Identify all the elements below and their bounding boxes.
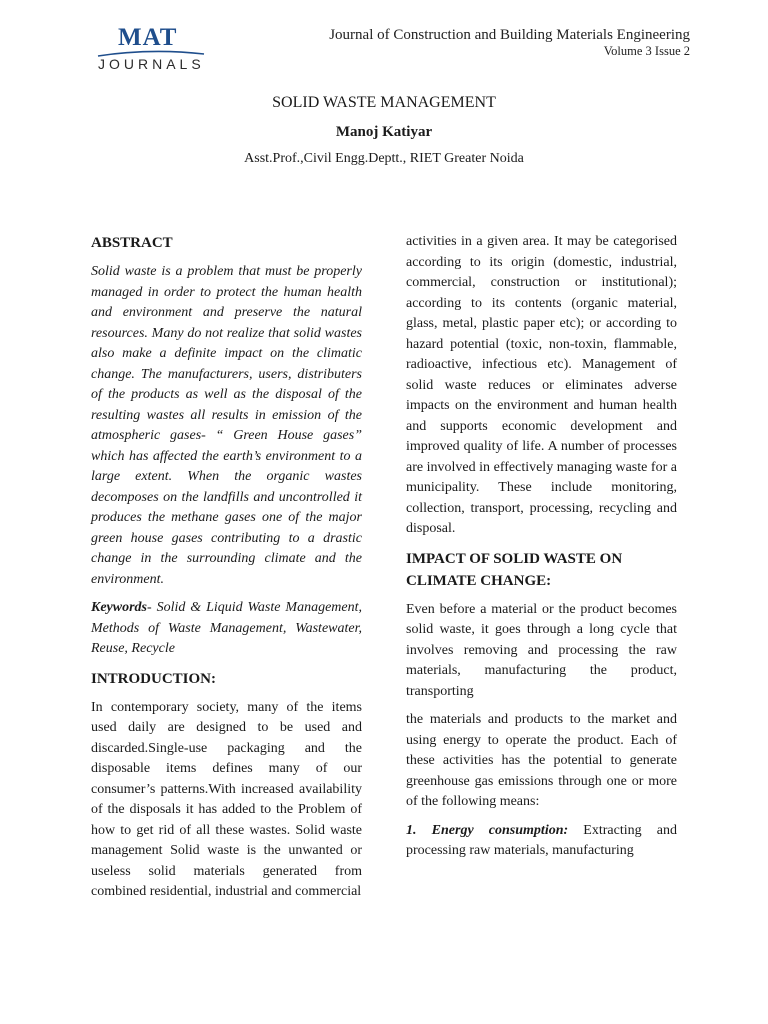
energy-consumption-text: Extracting and processing raw materials, manufacturing bbox=[406, 822, 677, 858]
logo-journals-text: JOURNALS bbox=[98, 56, 205, 72]
logo-mat-text: MAT bbox=[118, 24, 178, 51]
journal-name: Journal of Construction and Building Materials Engineering bbox=[329, 27, 690, 43]
keywords-text: - Solid & Liquid Waste Management, Methods of Waste Management, Wastewater, Reuse, Recycle bbox=[91, 600, 362, 656]
right-column bbox=[406, 232, 677, 870]
impact-heading: IMPACT OF SOLID WASTE ON CLIMATE CHANGE: bbox=[406, 550, 623, 589]
journal-logo bbox=[96, 24, 206, 74]
abstract-heading: ABSTRACT bbox=[91, 235, 173, 251]
keywords-label: Keywords bbox=[91, 600, 147, 615]
introduction-text: In contemporary society, many of the items used daily are designed to be used and discarded.Single-use packaging and the disposable items defines many of our consumer’s patterns.With increased availability of the disposals it has added to the Problem of how to get rid of all these wastes. Solid waste management Solid waste is the unwanted or useless solid materials generated from combined residential, industrial and commercial bbox=[91, 699, 362, 899]
keywords-paragraph bbox=[91, 598, 362, 660]
left-column bbox=[91, 232, 362, 911]
energy-consumption-label: 1. Energy consumption: bbox=[406, 822, 569, 838]
abstract-text: Solid waste is a problem that must be properly managed in order to protect the human health and environment and preserve the natural resources. Many do not realize that solid wastes also make a definite impact on the climatic change. The manufacturers, users, distributers of the products as well as the disposal of the resulting wastes all results in emission of the atmospheric gases- “ Green House gases” which has affected the earth’s environment to a large extent. When the organic wastes decomposes on the landfills and uncontrolled it produces the methane gases one of the major green house gases contributing to a drastic change in the surrounding climate and the environment. bbox=[91, 264, 362, 587]
introduction-heading: INTRODUCTION: bbox=[91, 670, 217, 687]
author-name: Manoj Katiyar bbox=[335, 124, 433, 140]
author-affiliation: Asst.Prof.,Civil Engg.Deptt., RIET Greater Noida bbox=[244, 151, 524, 166]
volume-issue: Volume 3 Issue 2 bbox=[603, 44, 690, 58]
paper-title: SOLID WASTE MANAGEMENT bbox=[272, 94, 496, 111]
energy-consumption-paragraph bbox=[406, 821, 677, 862]
impact-paragraph-2: the materials and products to the market and using energy to operate the product. Each of these activities has the potential to generate greenhouse gas emissions through one or more of the following means: bbox=[406, 712, 677, 809]
impact-paragraph-1: Even before a material or the product becomes solid waste, it goes through a long cycle that involves removing and processing the raw materials, manufacturing the product, transporting bbox=[406, 601, 677, 699]
continued-text: activities in a given area. It may be categorised according to its origin (domestic, industrial, commercial, construction or institutional); according to its contents (organic material, glass, metal, plastic paper etc); or according to hazard potential (toxic, non-toxin, flammable, radioactive, infectious etc). Management of solid waste reduces or eliminates adverse impacts on the environment and human health and supports economic development and improved quality of life. A number of processes are involved in effectively managing waste for a municipality. These include monitoring, collection, transport, processing, recycling and disposal. bbox=[406, 234, 677, 536]
